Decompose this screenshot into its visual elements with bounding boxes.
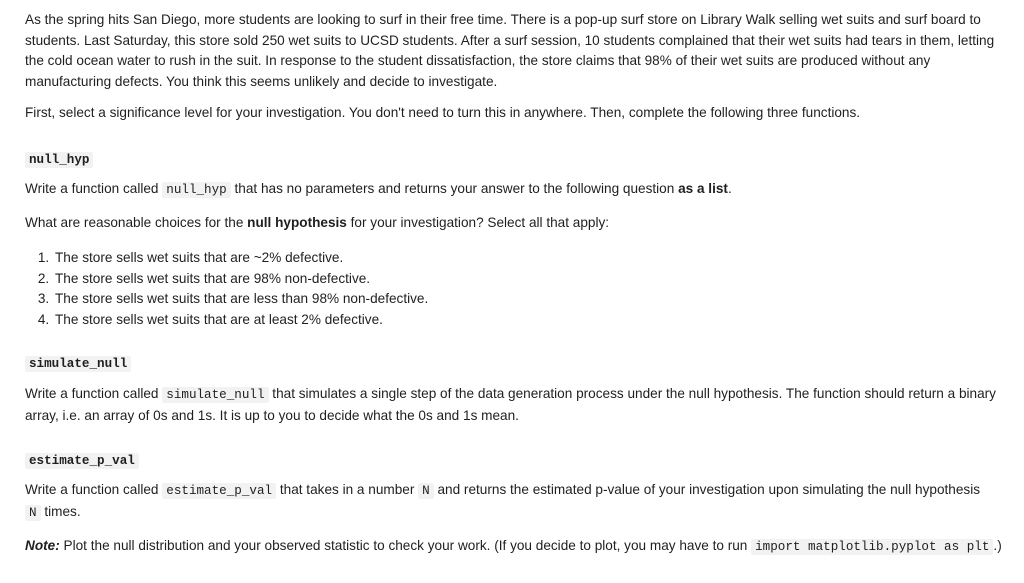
simulate-null-description: Write a function called simulate_null that simulates a single step of the data generation process under the null hypothesis. The function should return a binary array, i.e. an array of 0s and 1s. It is up to you to decide what the 0s and 1s mean.	[25, 386, 996, 423]
instructions-paragraph: First, select a significance level for your investigation. You don't need to turn this in anywhere. Then, complete the following three functions.	[25, 105, 861, 120]
null-hyp-description: Write a function called null_hyp that has no parameters and returns your answer to the following question as a list.	[25, 181, 732, 197]
heading-code: null_hyp	[25, 152, 93, 168]
note-paragraph: Note: Plot the null distribution and your observed statistic to check your work. (If you decide to plot, you may have to run import matplotlib.pyplot as plt .)	[25, 538, 1002, 554]
inline-code: N	[25, 505, 41, 521]
null-hyp-question: What are reasonable choices for the null hypothesis for your investigation? Select all that apply:	[25, 215, 610, 230]
section-heading-null-hyp	[25, 149, 93, 171]
heading-code: estimate_p_val	[25, 453, 139, 469]
list-item: 2. The store sells wet suits that are 98% non-defective.	[53, 269, 428, 290]
intro-paragraph: As the spring hits San Diego, more students are looking to surf in their free time. There is a pop-up surf store on Library Walk selling wet suits and surf board to students. Last Saturday, this store sold 250 wet suits to UCSD students. After a surf session, 10 students complained that their wet suits had tears in them, letting the cold ocean water to rush in the suit. In response to the student dissatisfaction, the store claims that 98% of their wet suits are produced without any manufacturing defects. You think this seems unlikely and decide to investigate.	[25, 12, 995, 89]
inline-code: null_hyp	[162, 182, 230, 198]
list-item: 1. The store sells wet suits that are ~2% defective.	[53, 248, 428, 269]
section-heading-estimate-p-val	[25, 450, 139, 472]
heading-code: simulate_null	[25, 356, 131, 372]
list-item: 4. The store sells wet suits that are at least 2% defective.	[53, 310, 428, 331]
null-hyp-options	[25, 248, 428, 330]
inline-code: estimate_p_val	[162, 483, 276, 499]
inline-code: import matplotlib.pyplot as plt	[751, 539, 993, 555]
note-label: Note:	[25, 538, 60, 553]
inline-code: N	[418, 483, 434, 499]
inline-code: simulate_null	[162, 387, 268, 403]
section-heading-simulate-null	[25, 353, 131, 375]
list-item: 3. The store sells wet suits that are less than 98% non-defective.	[53, 289, 428, 310]
estimate-p-val-description: Write a function called estimate_p_val that takes in a number N and returns the estimated p-value of your investigation upon simulating the null hypothesis N times.	[25, 482, 981, 520]
